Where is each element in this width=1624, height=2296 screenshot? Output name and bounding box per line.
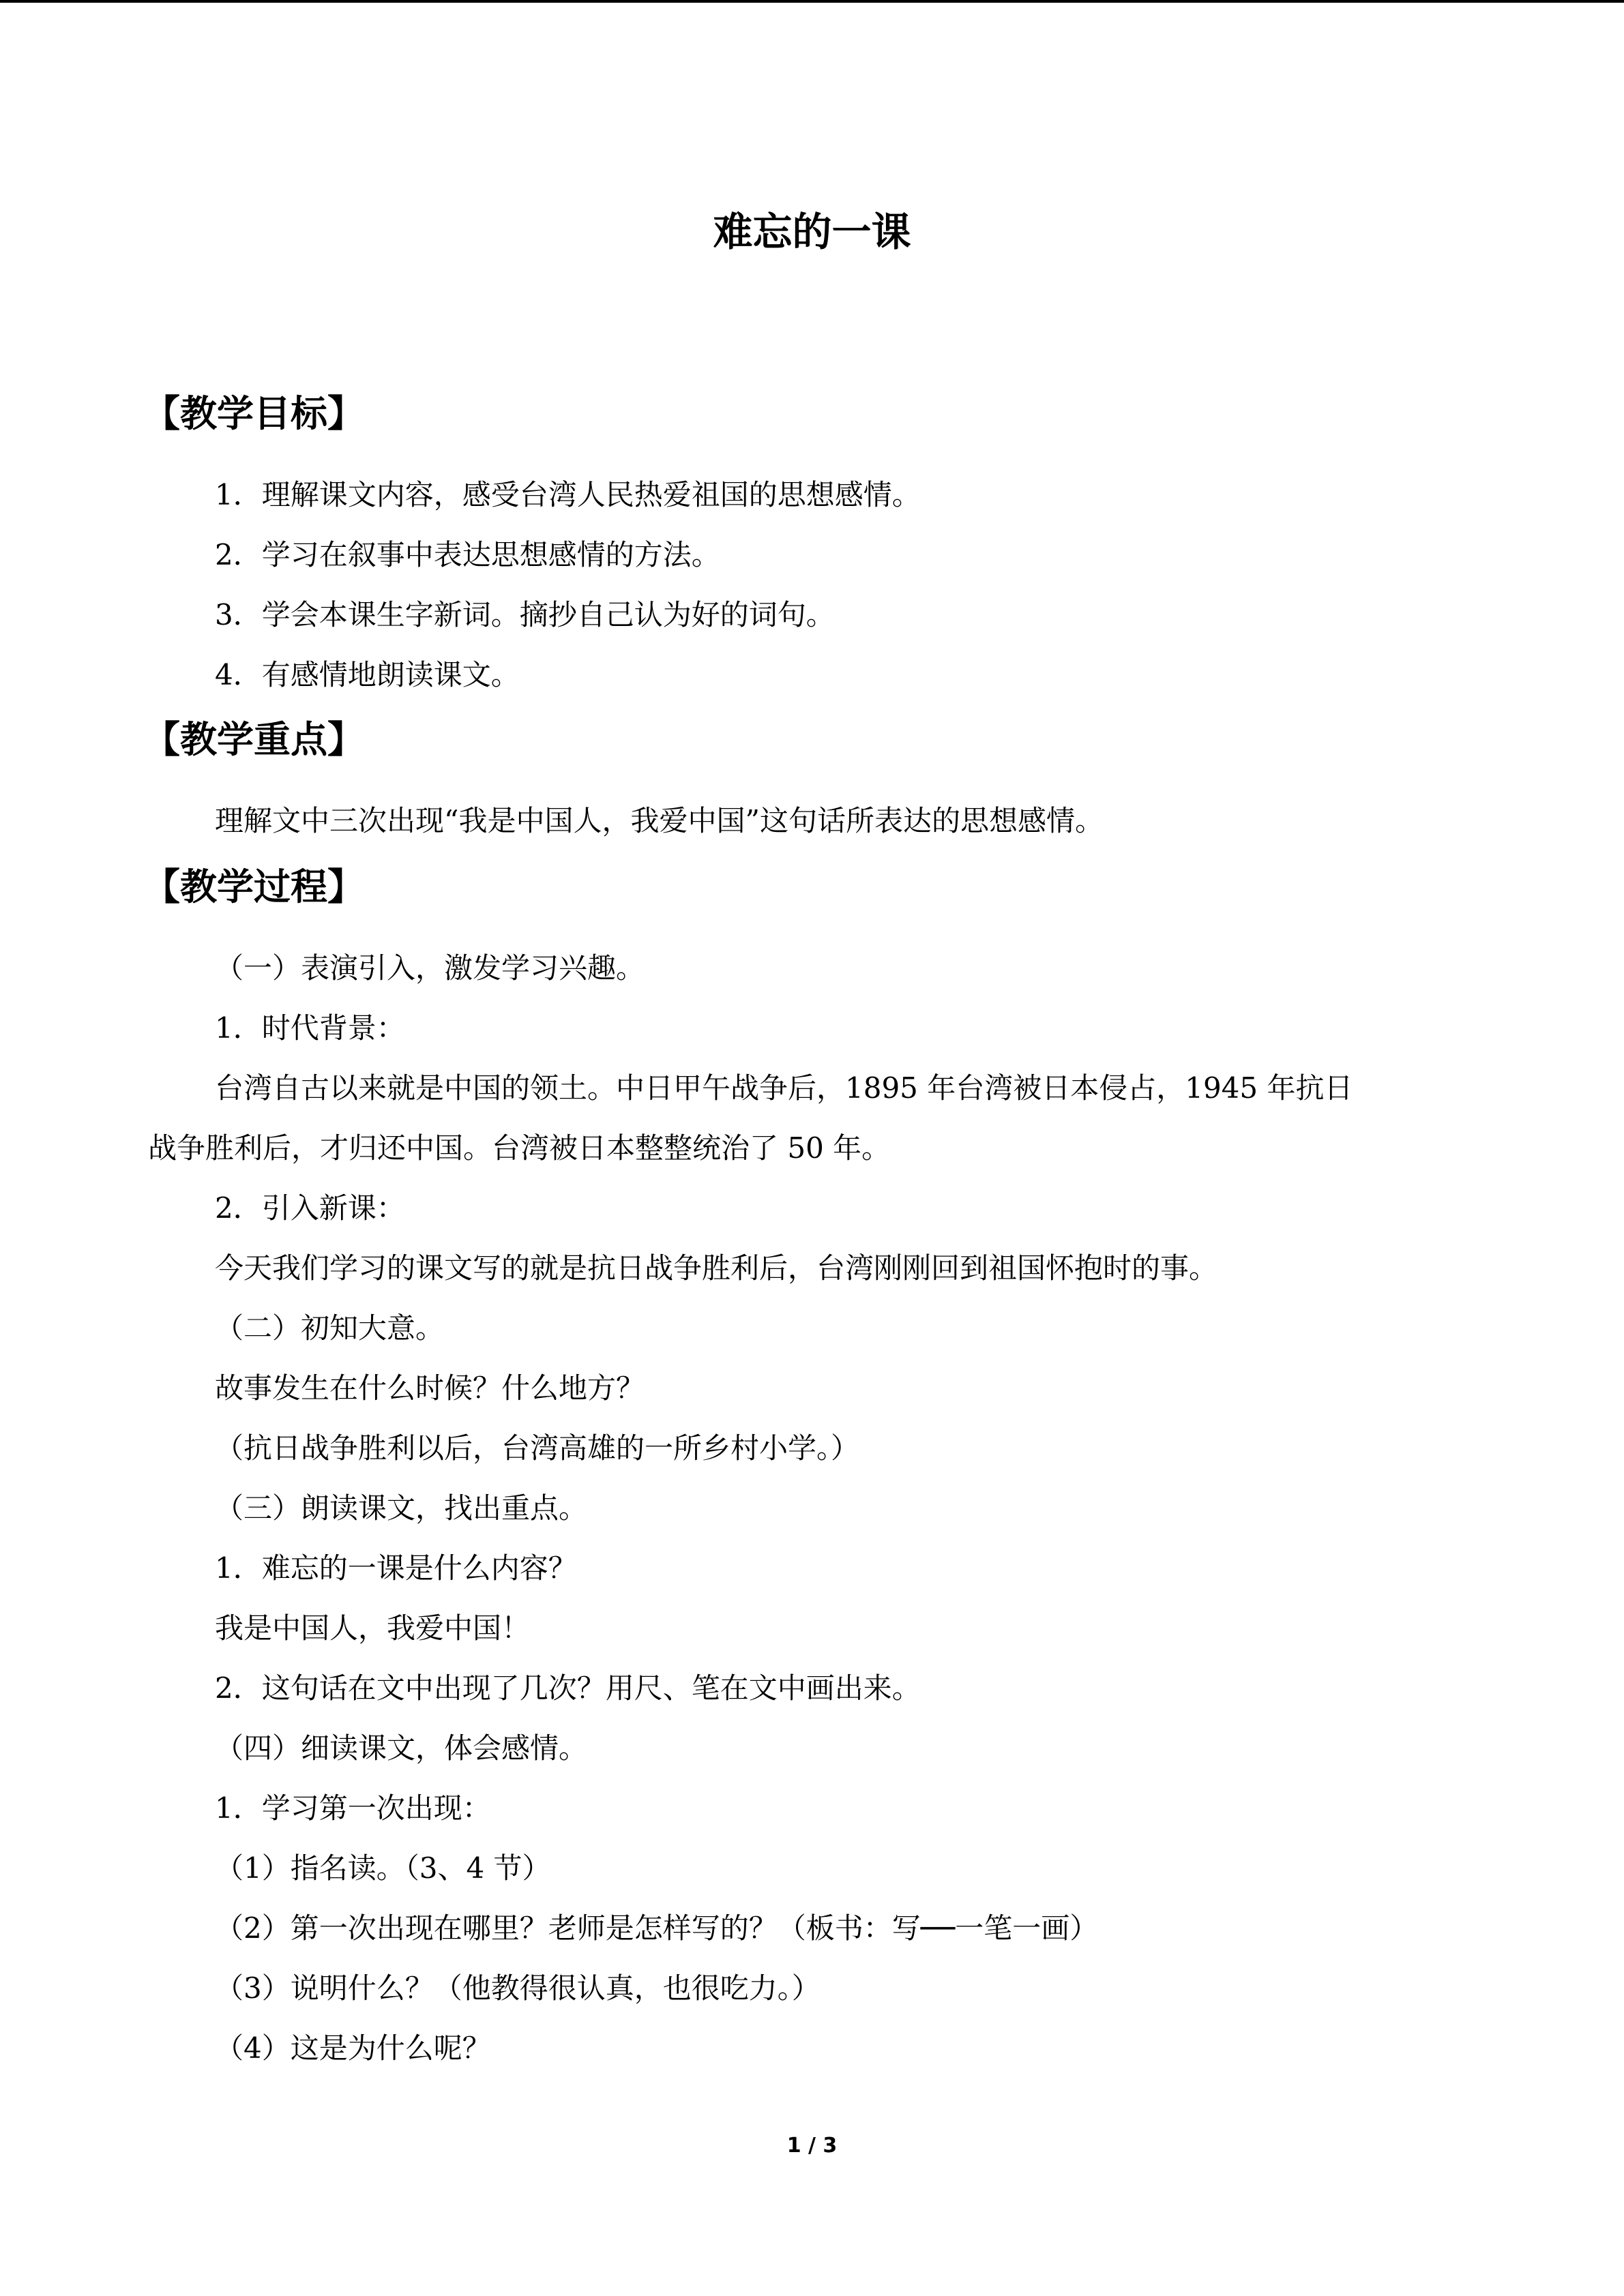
process-line: 2．这句话在文中出现了几次？用尺、笔在文中画出来。 — [215, 1671, 921, 1705]
process-line: 我是中国人，我爱中国！ — [215, 1611, 531, 1645]
process-line: （抗日战争胜利以后，台湾高雄的一所乡村小学。） — [215, 1431, 860, 1465]
section-heading-focus: 【教学重点】 — [143, 718, 364, 761]
section-heading-goals: 【教学目标】 — [143, 392, 364, 435]
process-line: 战争胜利后，才归还中国。台湾被日本整整统治了 50 年。 — [148, 1131, 891, 1165]
process-line: 1．难忘的一课是什么内容？ — [215, 1551, 577, 1585]
process-line: （一）表演引入，激发学习兴趣。 — [215, 951, 645, 985]
focus-text: 理解文中三次出现“我是中国人，我爱中国”这句话所表达的思想感情。 — [215, 804, 1104, 837]
goal-item: 1．理解课文内容，感受台湾人民热爱祖国的思想感情。 — [215, 478, 921, 511]
goal-item: 2．学习在叙事中表达思想感情的方法。 — [215, 538, 720, 571]
goal-item: 3．学会本课生字新词。摘抄自己认为好的词句。 — [215, 598, 835, 631]
page-indicator: 1 / 3 — [786, 2134, 838, 2158]
process-line: （二）初知大意。 — [215, 1311, 445, 1345]
document-title: 难忘的一课 — [713, 209, 911, 255]
process-line: （三）朗读课文，找出重点。 — [215, 1491, 588, 1525]
process-line: 1．时代背景： — [215, 1011, 405, 1045]
process-line: 台湾自古以来就是中国的领土。中日甲午战争后，1895 年台湾被日本侵占，1945 年抗日 — [215, 1071, 1353, 1105]
process-line: 故事发生在什么时候？什么地方？ — [215, 1371, 645, 1405]
process-line: （四）细读课文，体会感情。 — [215, 1731, 588, 1765]
process-line: （2）第一次出现在哪里？老师是怎样写的？（板书：写──一笔一画） — [215, 1911, 1099, 1945]
process-line: （4）这是为什么呢？ — [215, 2031, 491, 2065]
process-line: 今天我们学习的课文写的就是抗日战争胜利后，台湾刚刚回到祖国怀抱时的事。 — [215, 1251, 1218, 1285]
process-line: （3）说明什么？（他教得很认真，也很吃力。） — [215, 1971, 821, 2005]
process-line: 2．引入新课： — [215, 1191, 405, 1225]
section-heading-process: 【教学过程】 — [143, 865, 364, 908]
goal-item: 4．有感情地朗读课文。 — [215, 658, 520, 691]
process-line: （1）指名读。（3、4 节） — [215, 1851, 551, 1885]
process-line: 1．学习第一次出现： — [215, 1791, 491, 1825]
